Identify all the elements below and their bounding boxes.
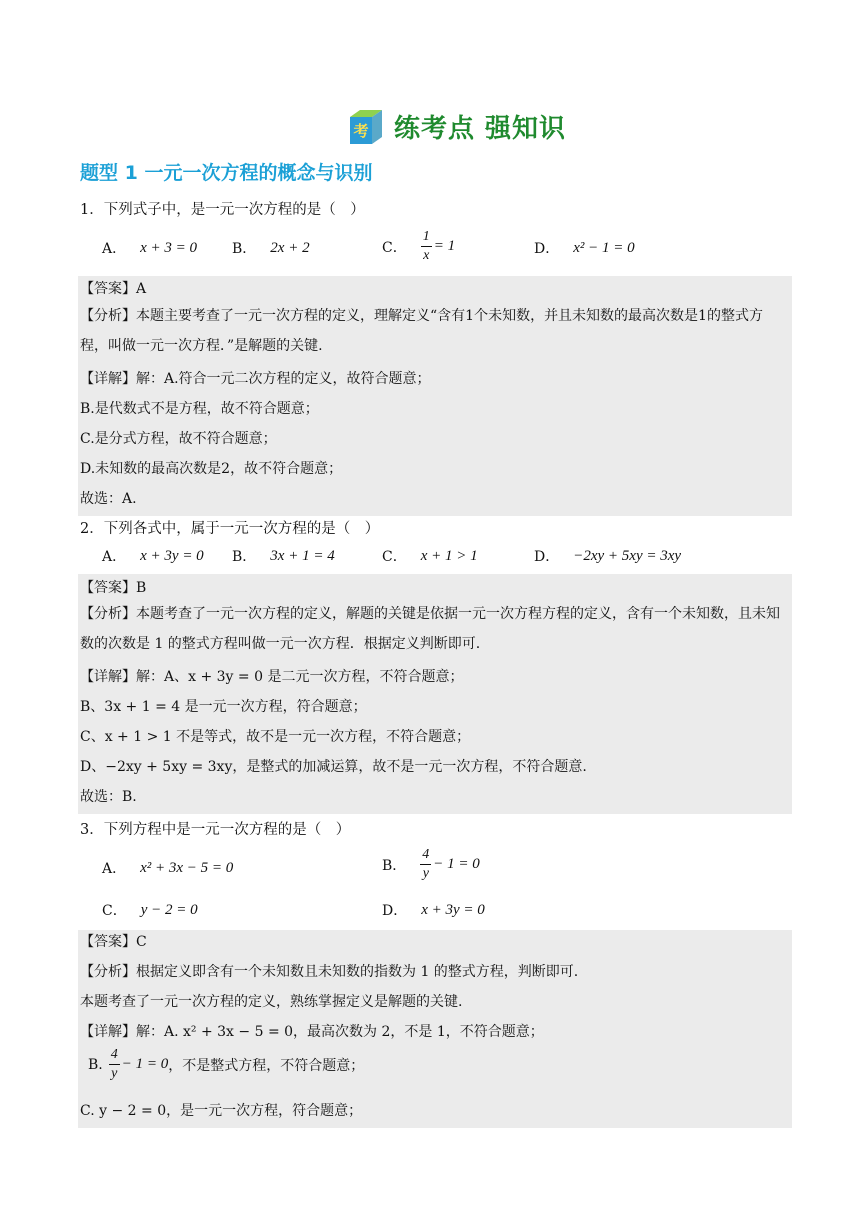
q3-option-d: D． x + 3y = 0	[382, 901, 485, 919]
q2-detail-line: D、−2xy + 5xy = 3xy，是整式的加减运算，故不是一元一次方程，不符合题意.	[80, 759, 587, 775]
question-2-stem: 2．下列各式中，属于一元一次方程的是（ ）	[80, 521, 380, 537]
q2-detail-line: C、x + 1 > 1 不是等式，故不是一元一次方程，不符合题意；	[80, 729, 471, 745]
section-banner	[346, 105, 566, 147]
q3-analysis: 【分析】根据定义即含有一个未知数且未知数的指数为 1 的整式方程，判断即可.	[80, 964, 579, 980]
section-title: 题型 1 一元一次方程的概念与识别	[80, 162, 373, 184]
q1-detail-line: B.是代数式不是方程，故不符合题意；	[80, 401, 319, 417]
q2-detail-line: B、3x + 1 = 4 是一元一次方程，符合题意；	[80, 699, 367, 715]
q3-detail-line: 【详解】解：A. x² + 3x − 5 = 0，最高次数为 2，不是 1，不符合题意；	[80, 1024, 544, 1040]
question-2-options	[80, 546, 790, 570]
q3-option-b: B． $\frac{4}{y}$ − 1 = 0	[382, 847, 480, 881]
q1-option-b: B． 2x + 2	[232, 239, 310, 257]
q3-solution-box	[78, 930, 792, 1128]
cube-char: 考	[353, 122, 369, 140]
q1-option-a: A． x + 3 = 0	[102, 239, 198, 257]
q3-detail-line: C. y − 2 = 0，是一元一次方程，符合题意；	[80, 1103, 363, 1119]
q1-option-d: D． x² − 1 = 0	[534, 239, 635, 257]
q3-option-c: C． y − 2 = 0	[102, 901, 198, 919]
q2-option-c: C． x + 1 > 1	[382, 547, 478, 565]
q2-answer: 【答案】B	[80, 580, 147, 596]
q3-detail-line-b: B. $\frac{4}{y}$ − 1 = 0 ，不是整式方程，不符合题意；	[88, 1047, 365, 1081]
question-3-stem: 3．下列方程中是一元一次方程的是（ ）	[80, 822, 351, 838]
q1-detail-line: 【详解】解：A.符合一元二次方程的定义，故符合题意；	[80, 371, 431, 387]
q1-detail-line: D.未知数的最高次数是2，故不符合题意；	[80, 461, 343, 477]
q1-option-c: C． $\frac{1}{x}$ = 1	[382, 229, 456, 263]
q1-detail-line: C.是分式方程，故不符合题意；	[80, 431, 277, 447]
q1-solution-box	[78, 276, 792, 516]
question-3-options	[80, 846, 790, 926]
q3-option-a: A． x² + 3x − 5 = 0	[102, 859, 234, 877]
q2-analysis: 【分析】本题考查了一元一次方程的定义，解题的关键是依据一元一次方程方程的定义，含有一个未知数，且未知数的次数是 1 的整式方程叫做一元一次方程．根据定义判断即可.	[80, 606, 780, 652]
q2-detail-line: 故选：B.	[80, 789, 137, 805]
q1-analysis: 【分析】本题主要考查了一元一次方程的定义，理解定义“含有1个未知数，并且未知数的最高次数是1的整式方程，叫做一元一次方程．”是解题的关键.	[80, 308, 763, 354]
q2-detail-line: 【详解】解：A、x + 3y = 0 是二元一次方程，不符合题意；	[80, 669, 464, 685]
banner-title: 练考点 强知识	[394, 113, 567, 144]
q3-analysis-2: 本题考查了一元一次方程的定义，熟练掌握定义是解题的关键.	[80, 994, 463, 1010]
cube-icon	[346, 107, 384, 145]
q1-answer: 【答案】A	[80, 281, 147, 297]
q2-option-d: D． −2xy + 5xy = 3xy	[534, 547, 682, 565]
question-1-options	[80, 229, 790, 268]
q2-option-a: A． x + 3y = 0	[102, 547, 204, 565]
question-1-stem: 1．下列式子中，是一元一次方程的是（ ）	[80, 202, 365, 218]
q2-solution-box	[78, 574, 792, 814]
q2-option-b: B． 3x + 1 = 4	[232, 547, 335, 565]
q3-answer: 【答案】C	[80, 934, 147, 950]
q1-detail-line: 故选：A.	[80, 491, 137, 507]
